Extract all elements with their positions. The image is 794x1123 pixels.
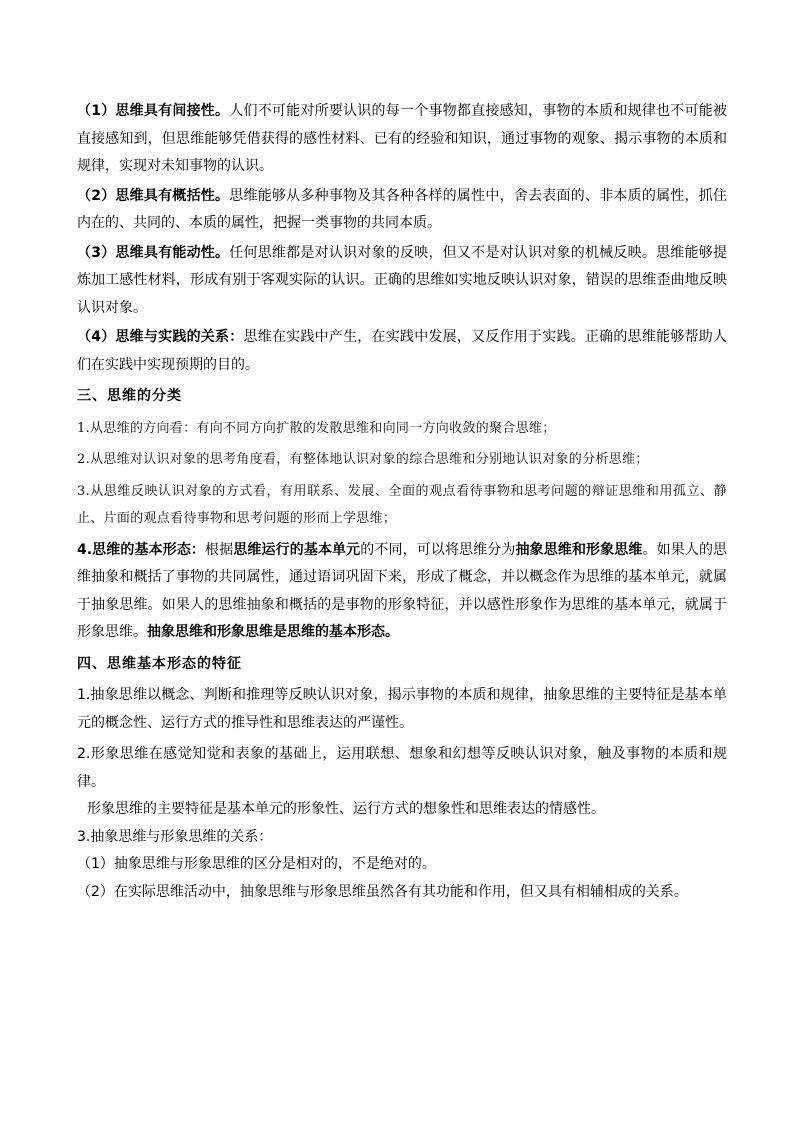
- feature-body: 思维能够从多种事物及其各种各样的属性中，舍去表面的、非本质的属性，抓住内在的、共同的、本质的属性，把握一类事物的共同本质。: [77, 187, 727, 231]
- feature-generality: [77, 183, 727, 238]
- characteristics-item-2-line-1: 2.形象思维在感觉知觉和表象的基础上，运用联想、想象和幻想等反映认识对象，触及事物的本质和规律。: [77, 746, 727, 790]
- feature-lead: （1）思维具有间接性。: [77, 103, 230, 119]
- basic-forms-lead: 4.思维的基本形态：: [77, 541, 206, 558]
- characteristics-item-2-line-2: 形象思维的主要特征是基本单元的形象性、运行方式的想象性和思维表达的情感性。: [87, 801, 605, 817]
- feature-indirectness: [77, 98, 727, 181]
- relation-sub-item-2: （2）在实际思维活动中，抽象思维与形象思维虽然各有其功能和作用，但又具有相辅相成的关系。: [77, 883, 688, 900]
- feature-lead: （3）思维具有能动性。: [77, 244, 230, 261]
- section-heading-characteristics: 四、思维基本形态的特征: [77, 655, 242, 672]
- classification-item-2: 2.从思维对认识对象的思考角度看，有整体地认识对象的综合思维和分别地认识对象的分析思维；: [77, 452, 649, 467]
- basic-forms-text: 根据: [205, 541, 234, 558]
- basic-forms-emphasis: 抽象思维和形象思维是思维的基本形态。: [147, 624, 399, 640]
- characteristics-item-1: 1.抽象思维以概念、判断和推理等反映认识对象，揭示事物的本质和规律，抽象思维的主要特征是基本单元的概念性、运行方式的推导性和思维表达的严谨性。: [77, 687, 727, 731]
- thinking-practice-relation: [77, 324, 727, 379]
- document-page: [77, 98, 727, 906]
- feature-body: 思维在实践中产生，在实践中发展，又反作用于实践。正确的思维能够帮助人们在实践中实现预期的目的。: [77, 329, 727, 373]
- section-heading-classification: 三、思维的分类: [77, 388, 182, 404]
- feature-body: 任何思维都是对认识对象的反映，但又不是对认识对象的机械反映。思维能够提炼加工感性材料，形成有别于客观实际的认识。正确的思维如实地反映认识对象，错误的思维歪曲地反映认识对象。: [77, 244, 727, 316]
- basic-forms-emphasis: 抽象思维和形象思维: [515, 541, 643, 558]
- basic-forms-text: 的不同，可以将思维分为: [360, 541, 516, 558]
- classification-item-1: 1.从思维的方向看：有向不同方向扩散的发散思维和向同一方向收敛的聚合思维；: [77, 420, 556, 436]
- relation-sub-item-1: （1）抽象思维与形象思维的区分是相对的，不是绝对的。: [77, 856, 436, 872]
- characteristics-item-3: 3.抽象思维与形象思维的关系：: [77, 828, 273, 845]
- feature-lead: （4）思维与实践的关系：: [77, 329, 244, 345]
- feature-lead: （2）思维具有概括性。: [77, 187, 230, 204]
- characteristics-item-2: [77, 741, 727, 824]
- basic-forms-emphasis: 思维运行的基本单元: [233, 541, 361, 558]
- classification-item-3: 3.从思维反映认识对象的方式看，有用联系、发展、全面的观点看待事物和思考问题的辩证思维和用孤立、静止、片面的观点看待事物和思考问题的形而上学思维；: [77, 483, 727, 526]
- basic-forms-text: 。如果人的思维抽象和概括了事物的共同属性，通过语词巩固下来，形成了概念，并以概念作为思维的基本单元，就属于抽象思维。如果人的思维抽象和概括的是事物的形象特征，并以感性形象作为思维的基本单元，就属于形象思维。: [77, 541, 728, 640]
- basic-forms-paragraph: [77, 537, 727, 647]
- feature-body: 人们不可能对所要认识的每一个事物都直接感知，事物的本质和规律也不可能被直接感知到，但思维能够凭借获得的感性材料、已有的经验和知识，通过事物的观象、揭示事物的本质和规律，实现对未知事物的认识。: [77, 103, 727, 174]
- feature-initiative: [77, 240, 727, 323]
